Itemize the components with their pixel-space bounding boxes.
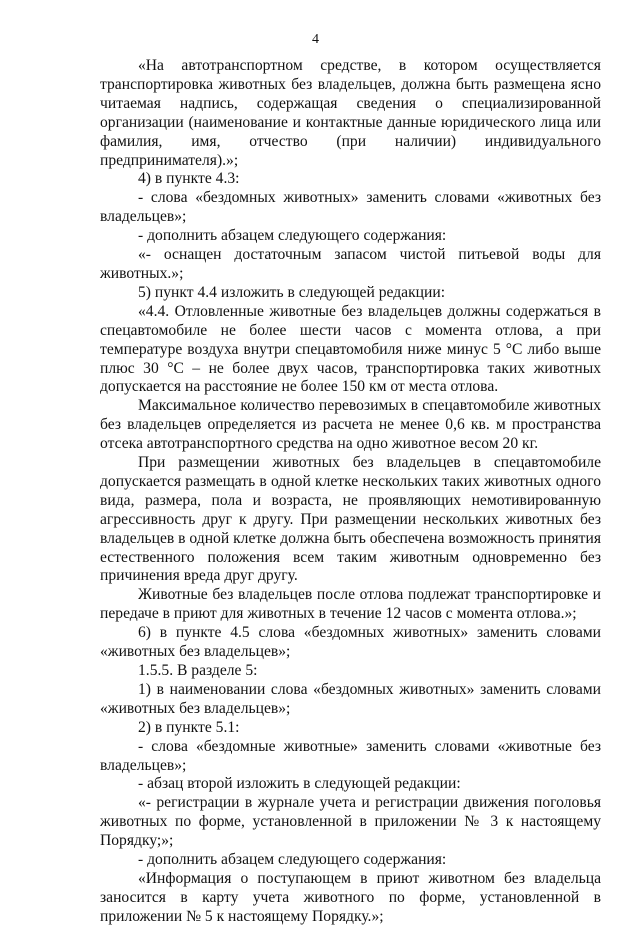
paragraph: «4.4. Отловленные животные без владельцев должны содержаться в спецавтомобиле не более шести часов с момента отлова, а при температуре воздуха внутри спецавтомобиля ниже минус 5 °С либо выше плюс 30 °С – не более двух часов, транспортировка таких животных допускается на расстояние не более 150 км от места отлова. [100,302,601,396]
paragraph: 2) в пункте 5.1: [138,718,240,736]
paragraph: 5) пункт 4.4 изложить в следующей редакции: [138,283,446,301]
paragraph: «- оснащен достаточным запасом чистой питьевой воды для животных.»; [100,246,601,282]
paragraph: «На автотранспортном средстве, в котором осуществляется транспортировка животных без владельцев, должна быть размещена ясно читаемая надпись, содержащая сведения о специализированной организации (наименование и контактные данные юридического лица или фамилия, имя, отчество (при наличии) индивидуального предпринимателя).»; [100,57,601,169]
paragraph: - дополнить абзацем следующего содержания: [138,851,447,869]
paragraph: «- регистрации в журнале учета и регистрации движения поголовья животных по форме, установленной в приложении № 3 к настоящему Порядку;»; [100,794,601,850]
paragraph: 1.5.5. В разделе 5: [138,662,258,679]
paragraph: Максимальное количество перевозимых в спецавтомобиле животных без владельцев определяется из расчета не менее 0,6 кв. м пространства отсека автотранспортного средства на одно животное весом 20 кг. [100,397,601,453]
paragraph: «Информация о поступающем в приют животном без владельца заносится в карту учета животного по форме, установленной в приложении № 5 к настоящему Порядку.»; [100,869,601,925]
paragraph: 1) в наименовании слова «бездомных животных» заменить словами «животных без владельцев»; [100,680,601,717]
paragraph: - дополнить абзацем следующего содержания: [138,227,447,245]
paragraph: - абзац второй изложить в следующей редакции: [138,775,461,793]
paragraph: - слова «бездомные животные» заменить словами «животные без владельцев»; [100,737,601,774]
document-body [100,57,601,927]
paragraph: Животные без владельцев после отлова подлежат транспортировке и передаче в приют для животных в течение 12 часов с момента отлова.»; [100,586,601,623]
paragraph: При размещении животных без владельцев в спецавтомобиле допускается размещать в одной клетке нескольких таких животных одного вида, размера, пола и возраста, не проявляющих немотивированную агрессивность друг к другу. При размещении нескольких животных без владельцев в одной клетке должна быть обеспечена возможность принятия естественного положения всем таким животным одновременно без причинения вреда друг другу. [100,454,601,585]
page-number: 4 [312,32,319,47]
paragraph: 6) в пункте 4.5 слова «бездомных животных» заменить словами «животных без владельцев»; [100,624,601,661]
paragraph: 4) в пункте 4.3: [138,170,240,188]
paragraph: - слова «бездомных животных» заменить словами «животных без владельцев»; [100,189,601,226]
